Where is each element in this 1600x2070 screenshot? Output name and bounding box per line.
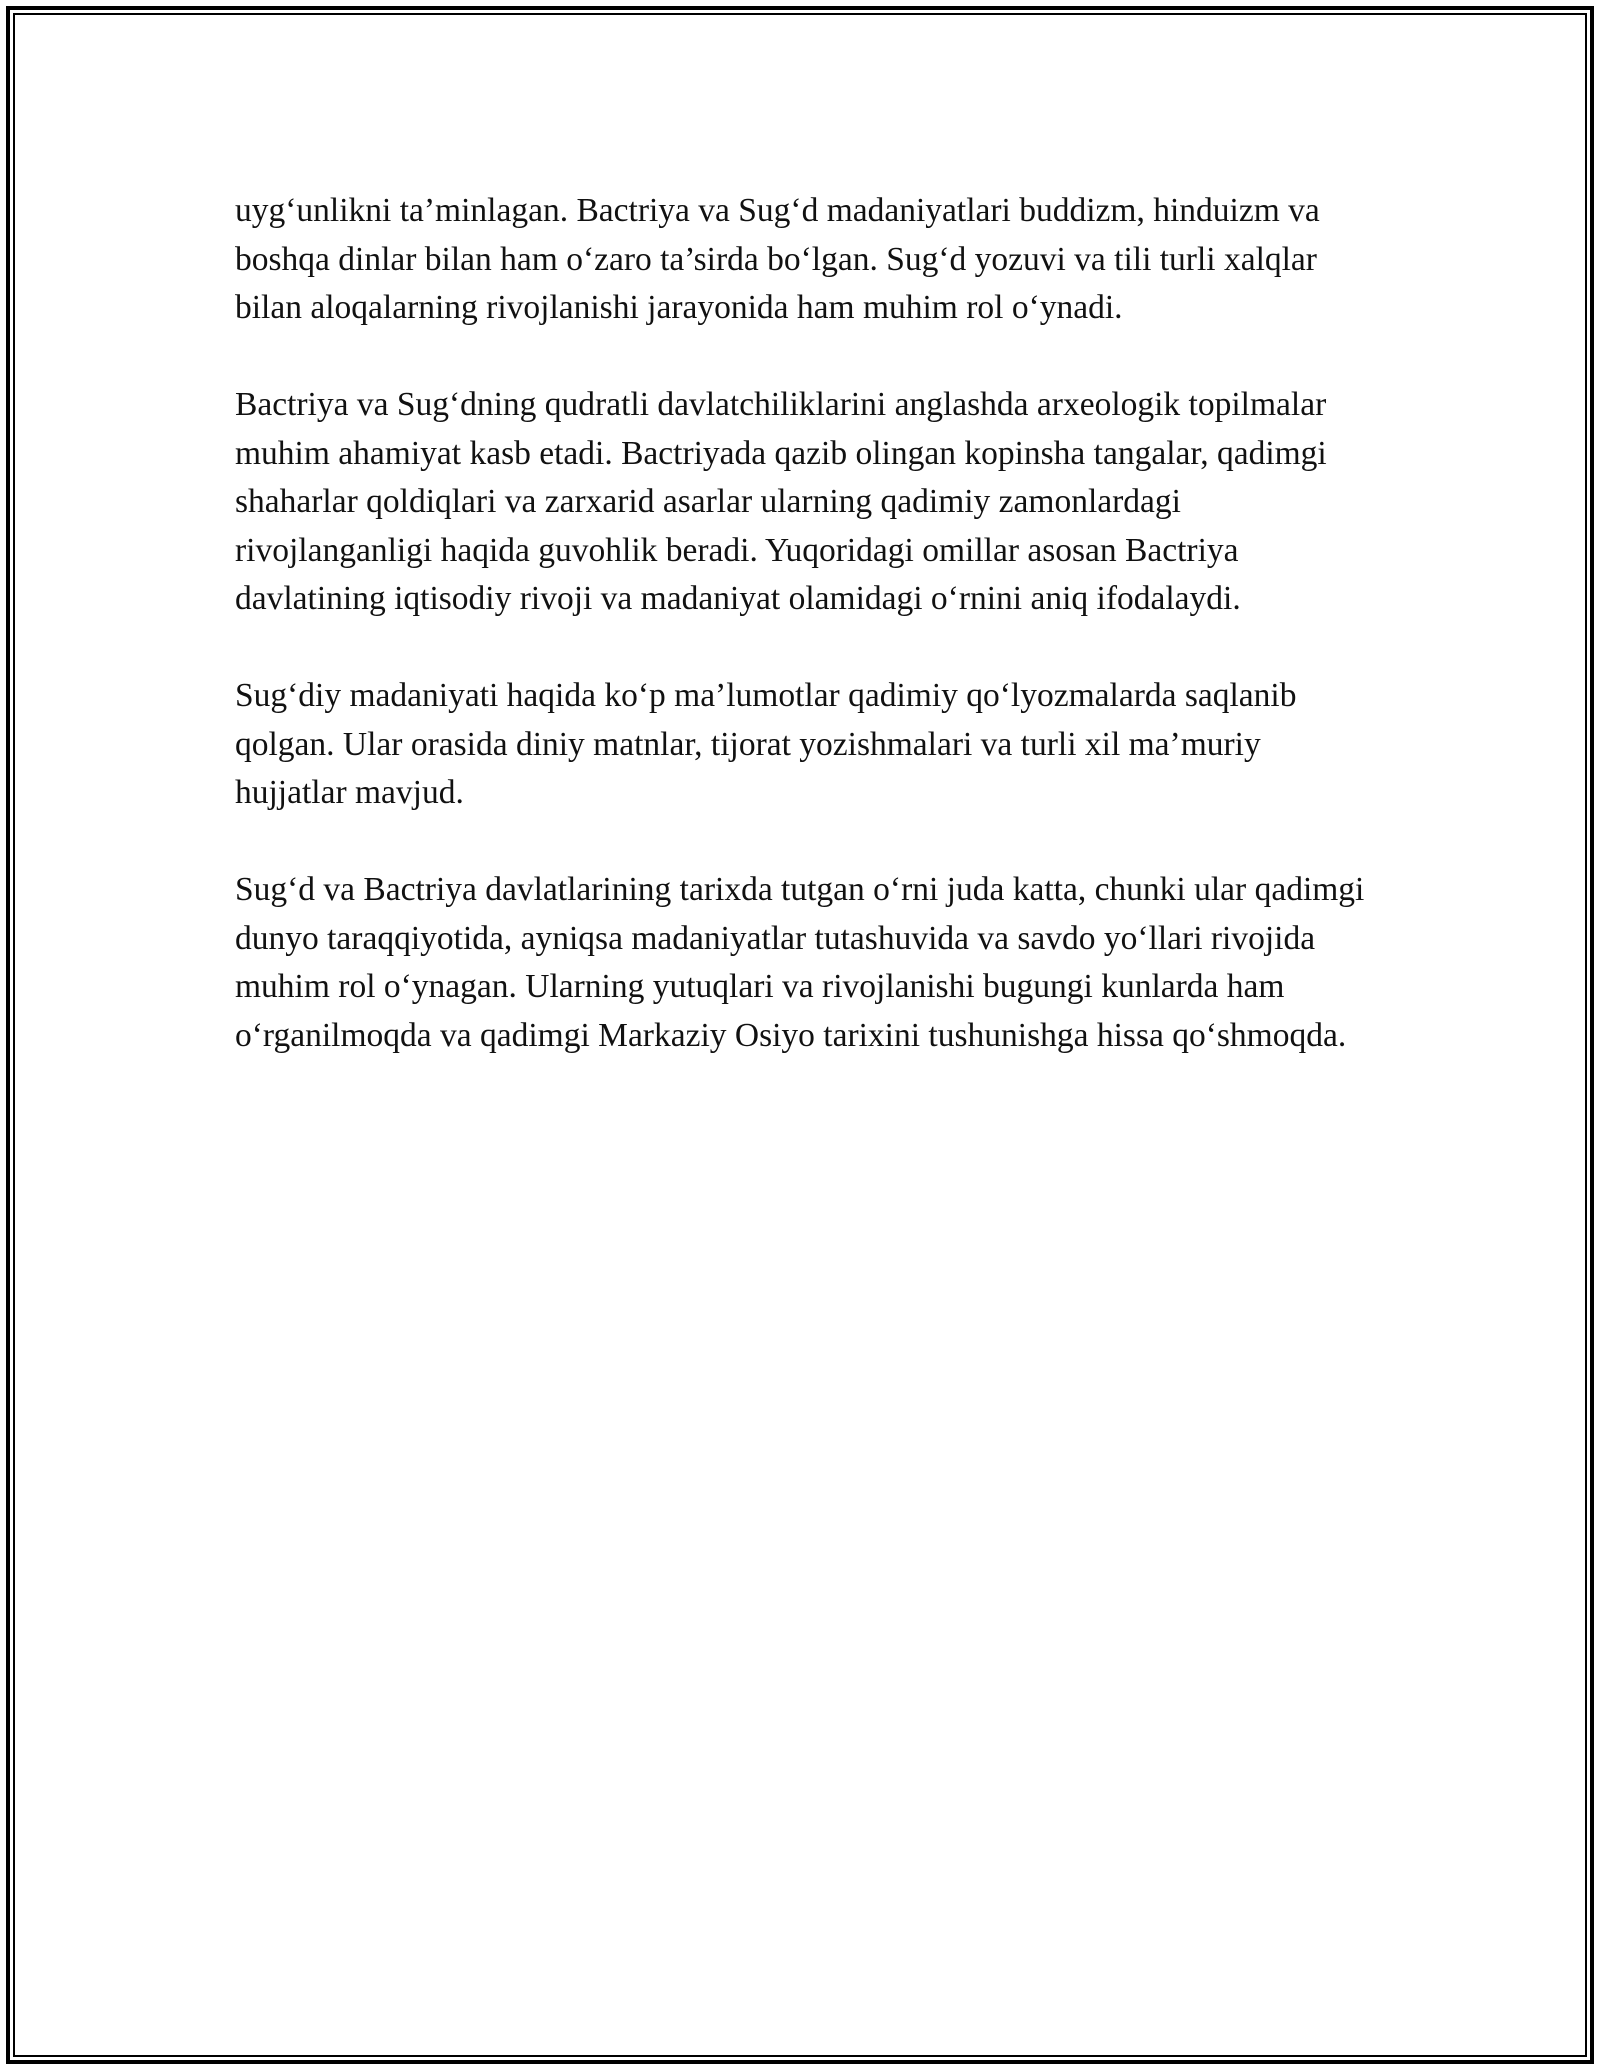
paragraph: Sug‘diy madaniyati haqida ko‘p ma’lumotlar qadimiy qo‘lyozmalarda saqlanib qolgan. Ular orasida diniy matnlar, tijorat yozishmalari va turli xil ma’muriy hujjatlar mavjud. <box>235 677 1297 811</box>
document-body <box>235 187 1365 1109</box>
paragraph: uyg‘unlikni ta’minlagan. Bactriya va Sug‘d madaniyatlari buddizm, hinduizm va boshqa dinlar bilan ham o‘zaro ta’sirda bo‘lgan. Sug‘d yozuvi va tili turli xalqlar bilan aloqalarning rivojlanishi jarayonida ham muhim rol o‘ynadi. <box>235 192 1320 326</box>
paragraph: Bactriya va Sug‘dning qudratli davlatchiliklarini anglashda arxeologik topilmalar muhim ahamiyat kasb etadi. Bactriyada qazib olingan kopinsha tangalar, qadimgi shaharlar qoldiqlari va zarxarid asarlar ularning qadimiy zamonlardagi rivojlanganligi haqida guvohlik beradi. Yuqoridagi omillar asosan Bactriya davlatining iqtisodiy rivoji va madaniyat olamidagi o‘rnini aniq ifodalaydi. <box>235 386 1327 617</box>
paragraph: Sug‘d va Bactriya davlatlarining tarixda tutgan o‘rni juda katta, chunki ular qadimgi dunyo taraqqiyotida, ayniqsa madaniyatlar tutashuvida va savdo yo‘llari rivojida muhim rol o‘ynagan. Ularning yutuqlari va rivojlanishi bugungi kunlarda ham o‘rganilmoqda va qadimgi Markaziy Osiyo tarixini tushunishga hissa qo‘shmoqda. <box>235 871 1365 1054</box>
